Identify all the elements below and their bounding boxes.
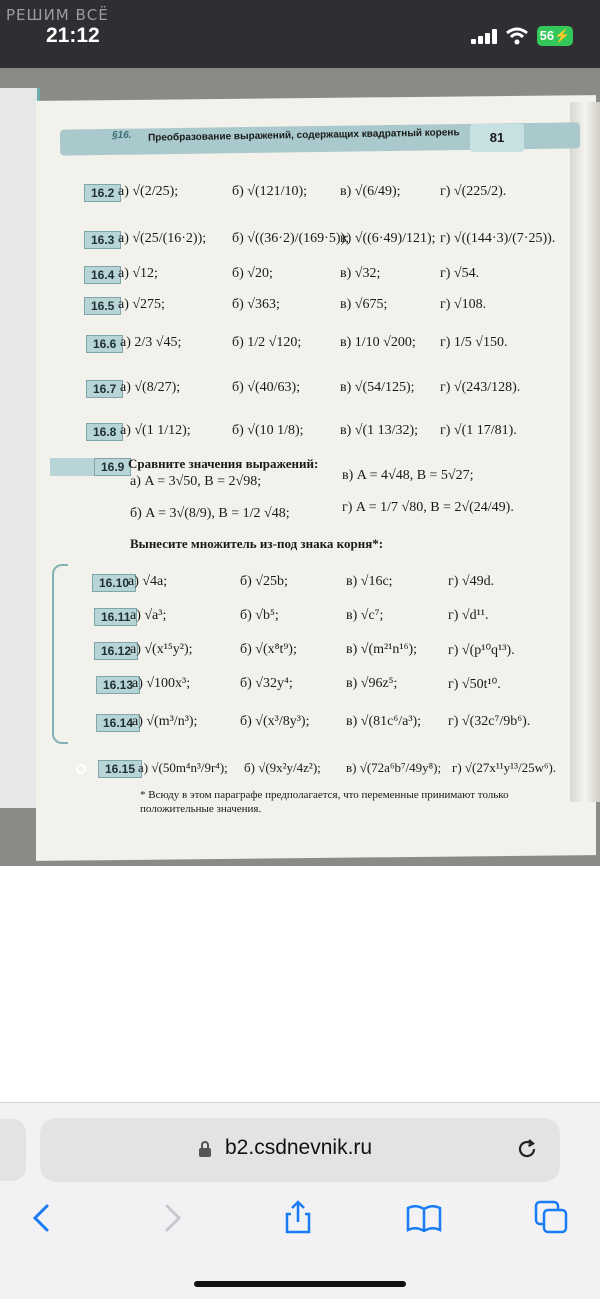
item-d: г) √(1 17/81). bbox=[440, 423, 517, 438]
problem-row bbox=[0, 335, 600, 371]
item-a: а) √(m³/n³); bbox=[132, 714, 198, 729]
problem-number: 16.11 bbox=[94, 608, 137, 626]
item-b: б) √(121/10); bbox=[232, 184, 308, 199]
compare-title: Сравните значения выражений: bbox=[128, 456, 319, 471]
battery-icon: 56⚡ bbox=[537, 26, 573, 46]
item-d: г) √50t¹⁰. bbox=[448, 677, 501, 692]
item-c: в) √(54/125); bbox=[340, 380, 415, 395]
lock-icon bbox=[198, 1140, 212, 1158]
item-b: б) 1/2 √120; bbox=[232, 335, 302, 350]
item-b: б) √(10 1/8); bbox=[232, 423, 304, 438]
item-b: б) √(9x²y/4z²); bbox=[244, 760, 321, 775]
item-d: г) √49d. bbox=[448, 574, 495, 589]
share-icon[interactable] bbox=[278, 1198, 318, 1238]
address-bar[interactable] bbox=[40, 1118, 560, 1182]
problem-number: 16.10 bbox=[92, 574, 136, 592]
problem-row bbox=[0, 676, 600, 712]
item-c: в) √(m²¹n¹⁶); bbox=[346, 642, 418, 657]
problem-number: 16.12 bbox=[94, 642, 138, 660]
item-c: в) √(6/49); bbox=[340, 184, 401, 199]
item-b: б) √25b; bbox=[240, 574, 288, 589]
problem-number: 16.7 bbox=[86, 380, 123, 398]
url-text: b2.csdnevnik.ru bbox=[225, 1136, 373, 1159]
item-c: в) √c⁷; bbox=[346, 608, 384, 623]
problem-row bbox=[0, 297, 600, 333]
problem-row bbox=[0, 608, 600, 644]
problem-band bbox=[50, 458, 94, 476]
problem-number: 16.2 bbox=[84, 184, 121, 202]
item-a: а) √(50m⁴n³/9r⁴); bbox=[138, 760, 228, 775]
problem-row bbox=[0, 231, 600, 267]
problem-number: 16.8 bbox=[86, 423, 123, 441]
problem-number: 16.9 bbox=[94, 458, 131, 476]
signal-icon bbox=[471, 28, 499, 44]
compare-c: в) A = 4√48, B = 5√27; bbox=[342, 468, 474, 483]
problem-number: 16.3 bbox=[84, 231, 121, 249]
item-b: б) √363; bbox=[232, 297, 280, 312]
problem-number: 16.15 bbox=[98, 760, 142, 778]
item-b: б) √(40/63); bbox=[232, 380, 301, 395]
bookmarks-icon[interactable] bbox=[404, 1198, 444, 1238]
problem-row bbox=[0, 642, 600, 678]
item-a: а) √12; bbox=[118, 266, 158, 281]
watermark: РЕШИМ ВСЁ bbox=[6, 6, 109, 24]
item-c: в) √((6·49)/121); bbox=[340, 231, 436, 246]
item-b: б) √b⁵; bbox=[240, 608, 279, 623]
problem-row bbox=[0, 574, 600, 610]
item-c: в) √16c; bbox=[346, 574, 393, 589]
problem-row bbox=[0, 423, 600, 459]
problem-row bbox=[0, 380, 600, 416]
battery-level: 56 bbox=[539, 28, 555, 43]
paragraph-number: §16. bbox=[112, 130, 132, 141]
compare-b: б) A = 3√(8/9), B = 1/2 √48; bbox=[130, 506, 290, 521]
item-a: а) √4a; bbox=[128, 574, 168, 589]
problem-row bbox=[0, 714, 600, 750]
tabs-icon[interactable] bbox=[532, 1198, 572, 1238]
item-a: а) √(25/(16·2)); bbox=[118, 231, 207, 246]
item-a: а) √(8/27); bbox=[120, 380, 181, 395]
problem-number: 16.14 bbox=[96, 714, 140, 732]
item-a: а) √(x¹⁵y²); bbox=[130, 642, 193, 657]
item-d: г) 1/5 √150. bbox=[440, 335, 508, 350]
problem-row bbox=[0, 184, 600, 220]
item-c: в) √(81c⁶/a³); bbox=[346, 714, 422, 729]
item-d: г) √(p¹⁰q¹³). bbox=[448, 643, 515, 658]
item-d: г) √(32c⁷/9b⁶). bbox=[448, 714, 531, 729]
problem-number: 16.5 bbox=[84, 297, 121, 315]
item-c: в) √(72a⁶b⁷/49y⁸); bbox=[346, 760, 442, 775]
item-d: г) √(27x¹¹y¹³/25w⁶). bbox=[452, 760, 557, 775]
item-c: в) √96z⁵; bbox=[346, 676, 398, 691]
textbook-photo bbox=[0, 68, 600, 866]
item-d: г) √(225/2). bbox=[440, 184, 507, 199]
problem-number: 16.13 bbox=[96, 676, 140, 694]
item-c: в) √32; bbox=[340, 266, 381, 281]
item-b: б) √((36·2)/(169·5)); bbox=[232, 231, 350, 246]
problem-number: 16.6 bbox=[86, 335, 123, 353]
reload-icon[interactable] bbox=[514, 1136, 540, 1162]
item-b: б) √32y⁴; bbox=[240, 676, 293, 691]
item-a: а) √(1 1/12); bbox=[120, 423, 191, 438]
item-b: б) √(x³/8y³); bbox=[240, 714, 310, 729]
compare-d: г) A = 1/7 √80, B = 2√(24/49). bbox=[342, 500, 514, 515]
footnote: * Всюду в этом параграфе предполагается, что переменные принимают только положительные значения. bbox=[140, 789, 509, 815]
forward-icon[interactable] bbox=[152, 1198, 192, 1238]
browser-toolbar bbox=[0, 1102, 600, 1299]
status-bar bbox=[0, 0, 600, 68]
back-icon[interactable] bbox=[22, 1198, 62, 1238]
item-a: а) √275; bbox=[118, 297, 165, 312]
item-c: в) √(1 13/32); bbox=[340, 423, 419, 438]
item-d: г) √108. bbox=[440, 297, 487, 312]
item-b: б) √20; bbox=[232, 266, 273, 281]
home-indicator[interactable] bbox=[194, 1281, 406, 1287]
item-b: б) √(x⁸t⁹); bbox=[240, 642, 297, 657]
item-a: а) 2/3 √45; bbox=[120, 335, 182, 350]
section-subheading: Вынесите множитель из-под знака корня*: bbox=[130, 536, 384, 551]
item-a: а) √100x³; bbox=[132, 676, 191, 691]
item-d: г) √54. bbox=[440, 266, 480, 281]
problem-number: 16.4 bbox=[84, 266, 121, 284]
item-a: а) √(2/25); bbox=[118, 184, 179, 199]
item-d: г) √d¹¹. bbox=[448, 608, 489, 623]
clock: 21:12 bbox=[46, 24, 100, 47]
item-a: а) √a³; bbox=[130, 608, 167, 623]
compare-a: а) A = 3√50, B = 2√98; bbox=[130, 474, 262, 489]
previous-tab-preview[interactable] bbox=[0, 1119, 26, 1181]
page-number: 81 bbox=[470, 124, 524, 152]
item-d: г) √(243/128). bbox=[440, 380, 521, 395]
wifi-icon bbox=[505, 26, 529, 46]
item-d: г) √((144·3)/(7·25)). bbox=[440, 231, 556, 246]
item-c: в) √675; bbox=[340, 297, 388, 312]
item-c: в) 1/10 √200; bbox=[340, 335, 416, 350]
paragraph-title: Преобразование выражений, содержащих квадратный корень bbox=[147, 127, 460, 144]
